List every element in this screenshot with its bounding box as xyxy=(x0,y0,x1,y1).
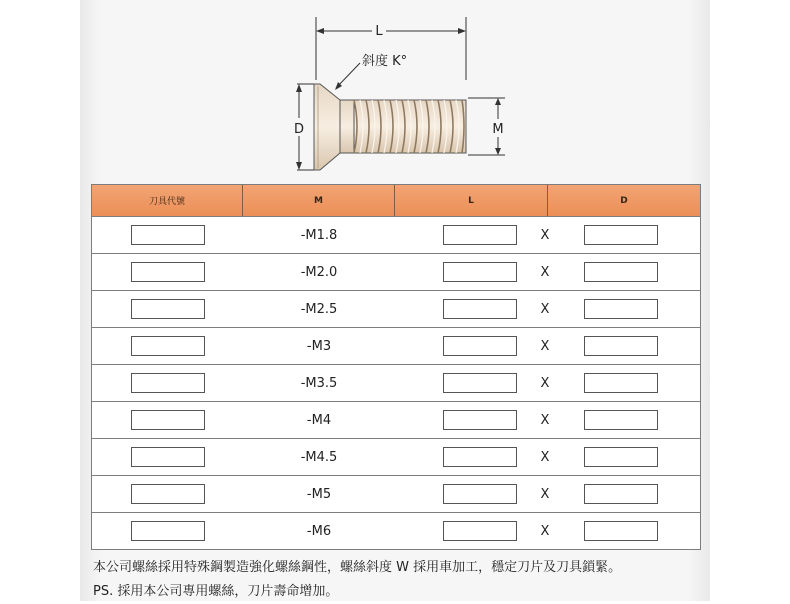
l-box xyxy=(443,521,517,541)
tool-code-box xyxy=(131,336,205,356)
d-arrow-bottom xyxy=(296,162,302,170)
times-symbol: X xyxy=(540,412,550,428)
l-arrow-right xyxy=(458,28,466,34)
times-symbol: X xyxy=(540,264,550,280)
notes xyxy=(93,556,621,604)
times-symbol: X xyxy=(540,449,550,465)
note-line-1: 本公司螺絲採用特殊鋼製造強化螺絲鋼性，螺絲斜度 W 採用車加工，穩定刀片及刀具鎖緊。 xyxy=(93,560,622,575)
screw-diagram xyxy=(280,14,510,184)
table-row xyxy=(92,513,700,549)
m-size: -M1.8 xyxy=(300,227,338,243)
times-symbol: X xyxy=(540,375,550,391)
d-box xyxy=(584,447,658,467)
table-row xyxy=(92,328,700,365)
m-size: -M2.0 xyxy=(300,264,338,280)
d-box xyxy=(584,373,658,393)
header-tool-code: 刀具代號 xyxy=(92,185,243,216)
tool-code-box xyxy=(131,410,205,430)
m-size: -M3 xyxy=(306,338,332,354)
times-symbol: X xyxy=(540,227,550,243)
screw-shank xyxy=(340,100,354,153)
m-arrow-top xyxy=(495,98,501,105)
d-label: D xyxy=(293,122,305,137)
note-line-2: PS. 採用本公司專用螺絲，刀片壽命增加。 xyxy=(93,584,339,599)
l-box xyxy=(443,373,517,393)
l-label: L xyxy=(375,24,383,39)
header-m: M xyxy=(243,185,395,216)
table-row xyxy=(92,439,700,476)
d-arrow-top xyxy=(296,84,302,92)
tool-code-box xyxy=(131,447,205,467)
times-symbol: X xyxy=(540,523,550,539)
d-box xyxy=(584,521,658,541)
table-row xyxy=(92,291,700,328)
tool-code-box xyxy=(131,484,205,504)
times-symbol: X xyxy=(540,301,550,317)
d-box xyxy=(584,299,658,319)
l-box xyxy=(443,299,517,319)
m-size: -M5 xyxy=(306,486,332,502)
table-body xyxy=(92,217,700,549)
d-box xyxy=(584,262,658,282)
d-box xyxy=(584,484,658,504)
m-size: -M4.5 xyxy=(300,449,338,465)
table-header xyxy=(92,185,700,217)
m-size: -M6 xyxy=(306,523,332,539)
header-l: L xyxy=(395,185,548,216)
spec-table xyxy=(91,184,701,550)
tool-code-box xyxy=(131,299,205,319)
m-size: -M2.5 xyxy=(300,301,338,317)
angle-label: 斜度 K° xyxy=(362,54,408,69)
screw-drawing xyxy=(280,14,510,184)
l-box xyxy=(443,336,517,356)
l-arrow-left xyxy=(316,28,324,34)
m-size: -M3.5 xyxy=(300,375,338,391)
times-symbol: X xyxy=(540,338,550,354)
l-box xyxy=(443,410,517,430)
d-box xyxy=(584,410,658,430)
tool-code-box xyxy=(131,262,205,282)
m-size: -M4 xyxy=(306,412,332,428)
table-row xyxy=(92,254,700,291)
l-box xyxy=(443,262,517,282)
header-d: D xyxy=(620,195,628,206)
tool-code-box xyxy=(131,373,205,393)
table-row xyxy=(92,365,700,402)
table-row xyxy=(92,476,700,513)
table-row xyxy=(92,402,700,439)
tool-code-box xyxy=(131,225,205,245)
d-box xyxy=(584,225,658,245)
times-symbol: X xyxy=(540,486,550,502)
tool-code-box xyxy=(131,521,205,541)
table-row xyxy=(92,217,700,254)
m-label: M xyxy=(492,122,504,137)
d-box xyxy=(584,336,658,356)
l-box xyxy=(443,225,517,245)
m-arrow-bottom xyxy=(495,148,501,155)
l-box xyxy=(443,447,517,467)
l-box xyxy=(443,484,517,504)
